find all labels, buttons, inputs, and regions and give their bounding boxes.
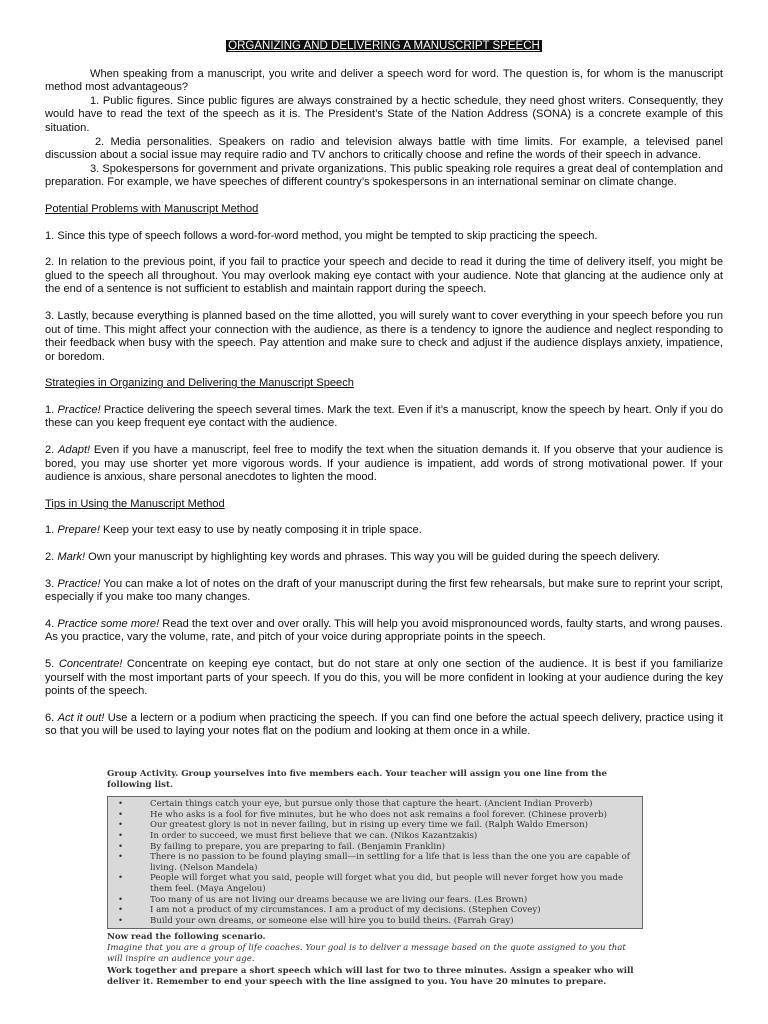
quote-item: • Certain things catch your eye, but pursue only those that capture the heart. (Ancient Indian Proverb) — [118, 799, 593, 810]
spacer — [45, 190, 723, 203]
tip-item: 1. Prepare! Keep your text easy to use by neatly composing it in triple space. — [45, 524, 422, 537]
quote-item: • There is no passion to be found playing small—in settling for a life that is less than the one you are capable of living. (Nelson Mandela) — [118, 852, 630, 873]
advantage-item: 2. Media personalities. Speakers on radio and television always battle with time limits. For example, a televised panel discussion about a social issue may require radio and TV anchors to critically choose and refine the words of their speech in advance. — [45, 135, 723, 162]
strategy-item: 2. Adapt! Even if you have a manuscript, feel free to modify the text when the situation demands it. If you observe that your audience is bored, you may use shorter yet more vigorous words. If your audience is impatient, add words of strong motivational power. If your audience is anxious, share personal anecdotes to lighten the mood. — [45, 444, 723, 484]
section-heading-strategies: Strategies in Organizing and Delivering the Manuscript Speech — [45, 377, 354, 390]
spacer — [45, 485, 723, 498]
advantage-item: 1. Public figures. Since public figures are always constrained by a hectic schedule, they need ghost writers. Consequently, they would have to read the text of the speech as it is. The President’s State of the Nation Address (SONA) is a concrete example of this situation. — [45, 94, 723, 134]
tip-item: 2. Mark! Own your manuscript by highlighting key words and phrases. This way you will be guided during the speech delivery. — [45, 551, 661, 564]
quote-item: • He who asks is a fool for five minutes, but he who does not ask remains a fool forever. (Chinese proverb) — [118, 809, 607, 820]
spacer — [45, 391, 723, 404]
spacer — [45, 364, 723, 377]
quote-item: • Build your own dreams, or someone else will hire you to build theirs. (Farrah Gray) — [118, 915, 514, 926]
spacer — [45, 243, 723, 256]
quote-list-box — [107, 796, 643, 929]
group-activity-image — [107, 769, 643, 987]
tip-item: 3. Practice! You can make a lot of notes on the draft of your manuscript during the first few rehearsals, but make sure to reprint your script, especially if you make too many changes. — [45, 577, 723, 604]
spacer — [45, 645, 723, 658]
spacer — [45, 217, 723, 230]
problem-item: 2. In relation to the previous point, if you fail to practice your speech and decide to read it during the time of delivery itself, you might be glued to the speech all throughout. You may overlook making eye contact with your audience. Note that glancing at the audience only at the end of a sentence is not sufficient to establish and maintain rapport during the speech. — [45, 256, 723, 296]
quote-item: • In order to succeed, we must first believe that we can. (Nikos Kazantzakis) — [118, 830, 478, 841]
spacer — [45, 431, 723, 444]
spacer — [45, 511, 723, 524]
scenario-label: Now read the following scenario. — [107, 932, 266, 943]
spacer — [45, 297, 723, 310]
tip-item: 6. Act it out! Use a lectern or a podium when practicing the speech. If you can find one before the actual speech delivery, practice using it so that you will be used to laying your notes flat on the podium and looking at them once in a while. — [45, 711, 723, 738]
spacer — [45, 565, 723, 578]
activity-instruction: Group Activity. Group yourselves into five members each. Your teacher will assign you one line from the following list. — [107, 769, 607, 790]
scenario-text: Imagine that you are a group of life coaches. Your goal is to deliver a message based on the quote assigned to you that will inspire an audience your age. — [107, 942, 626, 964]
spacer — [45, 699, 723, 712]
strategy-item: 1. Practice! Practice delivering the speech several times. Mark the text. Even if it’s a manuscript, know the speech by heart. Only if you do these can you keep frequent eye contact with the audience. — [45, 403, 723, 430]
quote-item: • By failing to prepare, you are preparing to fail. (Benjamin Franklin) — [118, 841, 446, 852]
quote-item: • Our greatest glory is not in never failing, but in rising up every time we fail. (Ralph Waldo Emerson) — [118, 820, 588, 831]
problem-item: 1. Since this type of speech follows a word-for-word method, you might be tempted to skip practicing the speech. — [45, 229, 598, 242]
tip-item: 5. Concentrate! Concentrate on keeping eye contact, but do not stare at only one section of the audience. It is best if you familiarize yourself with the most important parts of your speech. If you do this, you will be more confident in looking at your audience during the key points of the speech. — [45, 658, 723, 698]
document-title: ORGANIZING AND DELIVERING A MANUSCRIPT SPEECH — [228, 40, 540, 52]
problem-item: 3. Lastly, because everything is planned based on the time allotted, you will surely want to cover everything in your speech before you run out of time. This might affect your connection with the audience, as there is a tendency to ignore the audience and neglect responding to their feedback when busy with the speech. Pay attention and make sure to check and adjust if the audience displays anxiety, impatience, or boredom. — [45, 309, 723, 363]
intro-paragraph: When speaking from a manuscript, you write and deliver a speech word for word. The question is, for whom is the manuscript method most advantageous? — [45, 67, 723, 94]
section-heading-problems: Potential Problems with Manuscript Method — [45, 202, 259, 215]
advantage-item: 3. Spokespersons for government and private organizations. This public speaking role requires a great deal of contemplation and preparation. For example, we have speeches of different country’s spokespersons in an international seminar on climate change. — [45, 162, 723, 189]
quote-item: • People will forget what you said, people will forget what you did, but people will never forget how you made them feel. (Maya Angelou) — [118, 873, 624, 894]
spacer — [45, 605, 723, 618]
document-page — [45, 40, 723, 739]
tip-item: 4. Practice some more! Read the text over and over orally. This will help you avoid mispronounced words, faulty starts, and wrong pauses. As you practice, vary the volume, rate, and pitch of your voice during appropriate points in the speech. — [45, 617, 723, 644]
quote-item: • Too many of us are not living our dreams because we are living our fears. (Les Brown) — [118, 894, 528, 905]
spacer — [45, 538, 723, 551]
section-heading-tips: Tips in Using the Manuscript Method — [45, 497, 225, 510]
task-text: Work together and prepare a short speech which will last for two to three minutes. Assign a speaker who will deliver it. Remember to end your speech with the line assigned to you. You have 20 minutes to prepare. — [107, 966, 634, 987]
quote-item: • I am not a product of my circumstances. I am a product of my decisions. (Stephen Covey) — [118, 905, 541, 916]
